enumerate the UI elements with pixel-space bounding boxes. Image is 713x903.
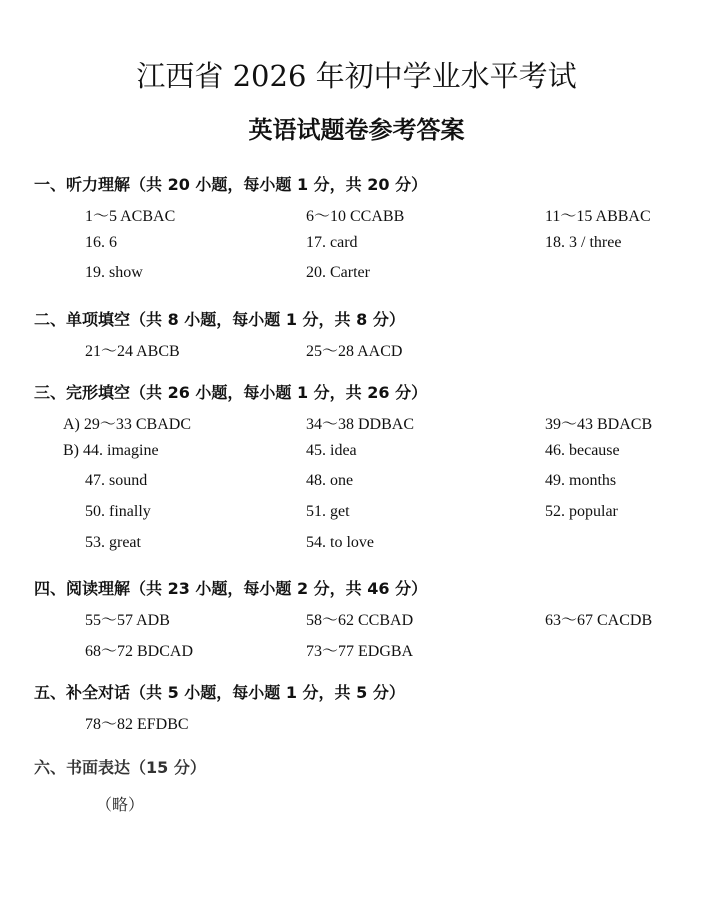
answer-cell: 53. great: [85, 534, 141, 551]
answer-cell: 16. 6: [85, 234, 117, 251]
section-heading-reading: 四、阅读理解（共 23 小题，每小题 2 分，共 46 分）: [34, 579, 428, 598]
answer-cell: 55～57 ADB: [85, 612, 170, 629]
section-heading-multiple-choice: 二、单项填空（共 8 小题，每小题 1 分，共 8 分）: [34, 310, 405, 329]
section-heading-writing: 六、书面表达（15 分）: [34, 758, 206, 777]
answer-cell: 78～82 EFDBC: [85, 716, 189, 733]
answer-cell: 34～38 DDBAC: [306, 416, 415, 433]
exam-title: 江西省 2026 年初中学业水平考试: [136, 59, 577, 93]
answer-cell: 73～77 EDGBA: [306, 643, 414, 660]
answer-cell: 21～24 ABCB: [85, 343, 180, 360]
answer-cell: 45. idea: [306, 442, 357, 459]
answer-cell: 25～28 AACD: [306, 343, 403, 360]
answer-cell: 19. show: [85, 264, 143, 281]
answer-cell: 18. 3 / three: [545, 234, 622, 251]
answer-cell: 58～62 CCBAD: [306, 612, 414, 629]
answer-cell: B) 44. imagine: [63, 442, 159, 459]
section-heading-cloze: 三、完形填空（共 26 小题，每小题 1 分，共 26 分）: [34, 383, 428, 402]
answer-cell: 50. finally: [85, 503, 151, 520]
answer-cell: 51. get: [306, 503, 350, 520]
answer-cell: 47. sound: [85, 472, 148, 489]
answer-cell: 54. to love: [306, 534, 374, 551]
section-heading-listening: 一、听力理解（共 20 小题，每小题 1 分，共 20 分）: [34, 175, 428, 194]
writing-omitted-note: （略）: [96, 795, 145, 814]
answer-cell: 48. one: [306, 472, 354, 489]
answer-key-subtitle: 英语试题卷参考答案: [248, 116, 465, 144]
answer-cell: A) 29～33 CBADC: [63, 416, 192, 433]
answer-cell: 17. card: [306, 234, 358, 251]
answer-cell: 68～72 BDCAD: [85, 643, 194, 660]
answer-cell: 11～15 ABBAC: [545, 208, 651, 225]
section-heading-dialogue: 五、补全对话（共 5 小题，每小题 1 分，共 5 分）: [34, 683, 405, 702]
answer-cell: 46. because: [545, 442, 620, 459]
answer-cell: 6～10 CCABB: [306, 208, 405, 225]
answer-cell: 39～43 BDACB: [545, 416, 653, 433]
answer-cell: 49. months: [545, 472, 617, 489]
answer-cell: 1～5 ACBAC: [85, 208, 176, 225]
answer-cell: 20. Carter: [306, 264, 370, 281]
answer-cell: 63～67 CACDB: [545, 612, 653, 629]
answer-cell: 52. popular: [545, 503, 618, 520]
